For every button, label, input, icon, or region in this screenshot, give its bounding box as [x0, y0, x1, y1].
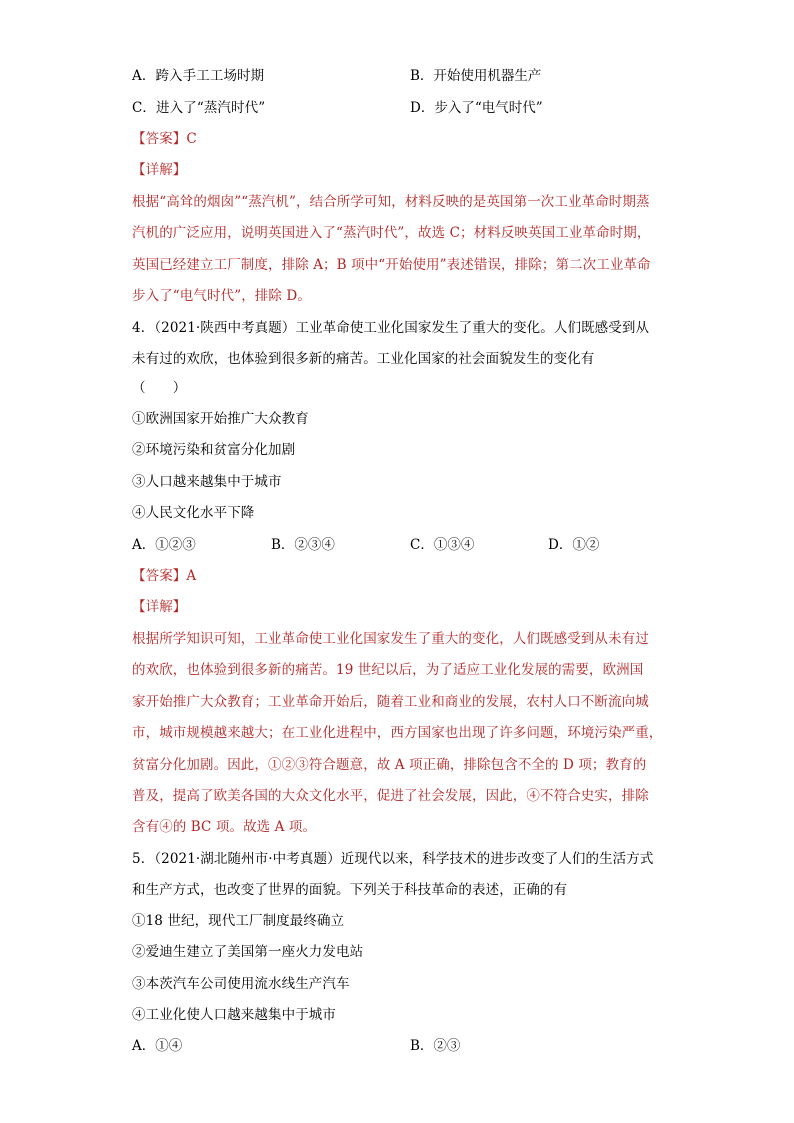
q4-item-2: ②环境污染和贫富分化加剧: [132, 442, 296, 458]
q4-detail-label: 【详解】: [132, 599, 187, 615]
q5-item-3: ③本茨汽车公司使用流水线生产汽车: [132, 976, 350, 992]
q4-detail-line-1: 根据所学知识可知，工业革命使工业化国家发生了重大的变化，人们既感受到从未有过: [132, 631, 649, 647]
q4-stem-line-2: 未有过的欢欣，也体验到很多新的痛苦。工业化国家的社会面貌发生的变化有: [132, 351, 595, 367]
q4-option-d: D．①②: [548, 537, 600, 553]
q4-item-3: ③人口越来越集中于城市: [132, 474, 282, 490]
q3-option-b: B．开始使用机器生产: [410, 68, 542, 84]
q4-detail-line-6: 普及，提高了欧美各国的大众文化水平，促进了社会发展，因此，④不符合史实，排除: [132, 788, 649, 804]
q3-detail-line-2: 汽机的广泛应用，说明英国进入了“蒸汽时代”，故选 C；材料反映英国工业革命时期，: [132, 225, 651, 241]
q4-option-a: A．①②③: [132, 537, 196, 553]
answer-label: 【答案】: [132, 568, 187, 584]
q4-option-c: C．①③④: [410, 537, 475, 553]
answer-label: 【答案】: [132, 131, 187, 147]
q3-option-d: D．步入了“电气时代”: [410, 100, 543, 116]
q3-detail-line-3: 英国已经建立工厂制度，排除 A；B 项中“开始使用”表述错误，排除；第二次工业革命: [132, 257, 651, 273]
answer-value: A: [186, 568, 197, 584]
q5-option-b: B．②③: [410, 1038, 461, 1054]
q4-detail-line-3: 家开始推广大众教育；工业革命开始后，随着工业和商业的发展，农村人口不断流向城: [132, 694, 649, 710]
answer-value: C: [186, 131, 197, 147]
q4-answer: [132, 567, 672, 585]
q4-detail-line-7: 含有④的 BC 项。故选 A 项。: [132, 819, 317, 835]
q5-item-1: ①18 世纪，现代工厂制度最终确立: [132, 913, 345, 929]
q4-option-b: B．②③④: [271, 537, 335, 553]
q4-item-1: ①欧洲国家开始推广大众教育: [132, 411, 309, 427]
q3-detail-line-4: 步入了“电气时代”，排除 D。: [132, 288, 311, 304]
q4-detail-line-5: 贫富分化加剧。因此，①②③符合题意，故 A 项正确，排除包含不全的 D 项；教育的: [132, 757, 647, 773]
q4-stem-line-1: 4．（2021·陕西中考真题）工业革命使工业化国家发生了重大的变化。人们既感受到从: [132, 320, 650, 336]
q5-stem-line-2: 和生产方式，也改变了世界的面貌。下列关于科技革命的表述，正确的有: [132, 882, 568, 898]
q5-option-a: A．①④: [132, 1038, 183, 1054]
q3-option-a: A．跨入手工工场时期: [132, 68, 265, 84]
q3-detail-label: 【详解】: [132, 162, 187, 178]
q5-item-2: ②爱迪生建立了美国第一座火力发电站: [132, 944, 364, 960]
q4-detail-line-2: 的欢欣，也体验到很多新的痛苦。19 世纪以后，为了适应工业化发展的需要，欧洲国: [132, 662, 644, 678]
q5-stem-line-1: 5．（2021·湖北随州市·中考真题）近现代以来，科学技术的进步改变了人们的生活方式: [132, 851, 654, 867]
q4-stem-line-3: （ ）: [132, 380, 187, 396]
q4-item-4: ④人民文化水平下降: [132, 505, 255, 521]
q4-detail-line-4: 市，城市规模越来越大；在工业化进程中，西方国家也出现了许多问题，环境污染严重，: [132, 725, 663, 741]
q3-answer: [132, 130, 672, 148]
q3-detail-line-1: 根据“高耸的烟囱”“蒸汽机”，结合所学可知，材料反映的是英国第一次工业革命时期蒸: [132, 194, 650, 210]
q3-option-c: C．进入了“蒸汽时代”: [132, 100, 266, 116]
q5-item-4: ④工业化使人口越来越集中于城市: [132, 1007, 336, 1023]
